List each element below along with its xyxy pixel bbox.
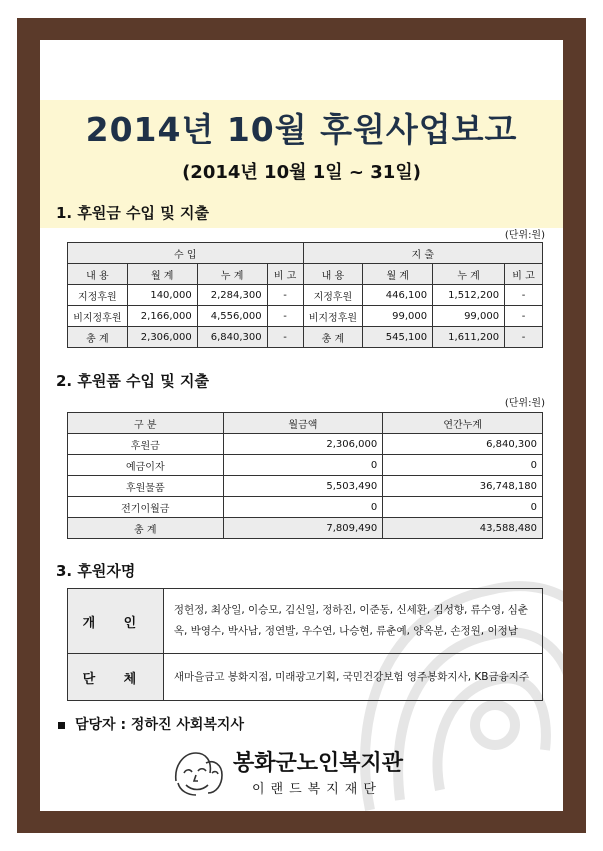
col-header: 월 계 (363, 264, 433, 285)
table-cell: 0 (383, 497, 543, 518)
donor-table (67, 588, 543, 701)
page-title: 2014년 10월 후원사업보고 (85, 110, 518, 149)
table-header-row (68, 264, 543, 285)
section1-unit: (단위:원) (504, 230, 545, 241)
table-cell: 7,809,490 (223, 518, 383, 539)
table-cell: 140,000 (127, 285, 197, 306)
table-cell: 후원금 (68, 434, 224, 455)
table-cell: 0 (223, 455, 383, 476)
table-cell: 총 계 (303, 327, 363, 348)
col-header: 구 분 (68, 413, 224, 434)
section3-heading: 3. 후원자명 (56, 562, 136, 580)
section2-heading: 2. 후원품 수입 및 지출 (56, 372, 209, 390)
table-cell: - (505, 306, 543, 327)
col-header: 비 고 (505, 264, 543, 285)
table-cell: 5,503,490 (223, 476, 383, 497)
table-row (68, 285, 543, 306)
individual-names: 정헌정, 최상일, 이승모, 김신일, 정하진, 이준동, 신세환, 김성향, 류수영, 심춘옥, 박영수, 박사남, 정연발, 우수연, 나승현, 류춘예, 양옥분, 손정원, 이정남 (163, 589, 542, 654)
table-cell: - (505, 285, 543, 306)
table-cell: 1,512,200 (433, 285, 505, 306)
table-cell: 2,284,300 (197, 285, 267, 306)
table-row (68, 455, 543, 476)
table-cell: 전기이월금 (68, 497, 224, 518)
page-subtitle: (2014년 10월 1일 ~ 31일) (182, 162, 421, 183)
table-cell: 지정후원 (303, 285, 363, 306)
org-name: 봉화군노인복지관 (233, 751, 404, 776)
section2-unit: (단위:원) (504, 398, 545, 409)
elderly-faces-logo-icon (170, 743, 226, 799)
contact-text: 담당자 : 정하진 사회복지사 (75, 717, 244, 733)
table-cell: 총 계 (68, 518, 224, 539)
table-row (68, 476, 543, 497)
table-row (68, 497, 543, 518)
table-cell: 6,840,300 (383, 434, 543, 455)
table-cell: 545,100 (363, 327, 433, 348)
col-header: 비 고 (267, 264, 303, 285)
table-total-row (68, 327, 543, 348)
table-row (68, 434, 543, 455)
col-header: 월금액 (223, 413, 383, 434)
table-cell: 0 (223, 497, 383, 518)
table-cell: 99,000 (363, 306, 433, 327)
expense-header: 지 출 (303, 243, 542, 264)
income-header: 수 입 (68, 243, 304, 264)
table-cell: 43,588,480 (383, 518, 543, 539)
table-cell: 비지정후원 (68, 306, 128, 327)
table-cell: 99,000 (433, 306, 505, 327)
group-names: 새마을금고 봉화지점, 미래광고기획, 국민건강보험 영주봉화지사, KB금융지주 (163, 654, 542, 701)
table-cell: 2,306,000 (127, 327, 197, 348)
table-cell: 예금이자 (68, 455, 224, 476)
table-total-row (68, 518, 543, 539)
table-cell: 446,100 (363, 285, 433, 306)
table-row (68, 589, 543, 654)
individual-label: 개 인 (68, 589, 164, 654)
table-cell: 후원물품 (68, 476, 224, 497)
col-header: 누 계 (433, 264, 505, 285)
col-header: 연간누계 (383, 413, 543, 434)
table-cell: 0 (383, 455, 543, 476)
table-cell: 4,556,000 (197, 306, 267, 327)
table-cell: - (267, 285, 303, 306)
table-row (68, 306, 543, 327)
col-header: 내 용 (68, 264, 128, 285)
table-cell: 2,306,000 (223, 434, 383, 455)
table-row (68, 654, 543, 701)
table-cell: 2,166,000 (127, 306, 197, 327)
group-label: 단 체 (68, 654, 164, 701)
income-expense-table (67, 242, 543, 348)
bullet-icon (58, 722, 65, 729)
org-subtitle: 이랜드복지재단 (252, 782, 382, 797)
table-cell: 1,611,200 (433, 327, 505, 348)
table-cell: - (267, 327, 303, 348)
table-cell: 총 계 (68, 327, 128, 348)
table-cell: 6,840,300 (197, 327, 267, 348)
col-header: 내 용 (303, 264, 363, 285)
table-cell: - (505, 327, 543, 348)
goods-table (67, 412, 543, 539)
contact-line (58, 714, 244, 734)
table-cell: 지정후원 (68, 285, 128, 306)
col-header: 누 계 (197, 264, 267, 285)
table-cell: - (267, 306, 303, 327)
table-cell: 비지정후원 (303, 306, 363, 327)
col-header: 월 계 (127, 264, 197, 285)
table-header-row (68, 413, 543, 434)
section1-heading: 1. 후원금 수입 및 지출 (56, 204, 209, 222)
table-cell: 36,748,180 (383, 476, 543, 497)
